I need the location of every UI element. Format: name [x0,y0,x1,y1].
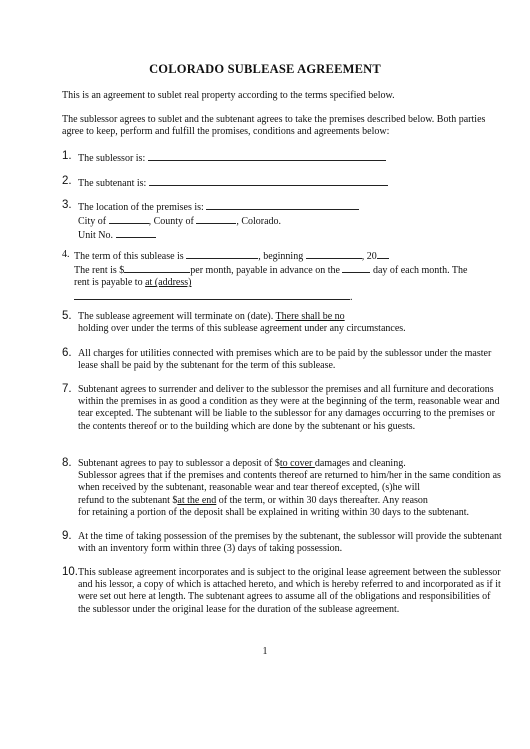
surrender-text: Subtenant agrees to surrender and deliver to the sublessor the premises and all furniture and decorations within the premises in as good a condition as they were at the beginning of the term, reasonable wear and tear excepted. The subtenant will be liable to the sublessor for any damages occurring to the premises or the contents thereof or to the building which are done by the subtenant or his guests. [78,384,500,432]
state-label: , Colorado. [236,216,282,228]
rent-label: The rent is $ [74,265,125,277]
parties-paragraph: The sublessor agrees to sublet and the subtenant agrees to take the premises described below. Both parties agree to keep, perform and fulfill the promises, conditions and agreements below: [62,114,486,138]
year-field[interactable] [377,249,389,259]
page-number: 1 [262,646,268,657]
document-title: COLORADO SUBLEASE AGREEMENT [149,62,381,76]
rent-day-text: day of each month. The [372,265,468,277]
refund-term-text: of the term, or within 30 days thereafter. Any reason [216,494,428,506]
clause-number: 5. [62,310,72,322]
rent-frequency-text: per month, payable in advance on the [190,265,340,277]
county-label: , County of [148,216,194,228]
location-label: The location of the premises is: [78,202,204,213]
city-label: City of [78,216,107,228]
holdover-text-2: holding over under the terms of this sublease agreement under any circumstances. [78,323,406,335]
clause-number: 1. [62,150,72,162]
year-label: , 20 [361,251,377,262]
retention-text: for retaining a portion of the deposit shall be explained in writing within 30 days to the subtenant. [78,506,470,518]
clause-utilities [62,348,502,372]
inventory-text: At the time of taking possession of the premises by the subtenant, the sublessor will provide the subtenant with an inventory form within three (3) days of taking possession. [78,531,502,555]
rent-amount-field[interactable] [124,263,190,273]
deposit-purpose-text: damages and cleaning. [314,458,406,469]
sublessor-label: The sublessor is: [78,153,146,164]
unit-label: Unit No. [78,230,113,242]
refund-amount-field[interactable]: at the end [177,494,217,506]
clause-term-rent: 4. The term of this sublease is , beginning , 20 The rent is $ per month, payable in advance on the day of each month. The rent is payable to at (address) . [62,249,468,303]
payable-address-field[interactable]: at (address) [145,277,192,289]
beginning-label: , beginning [258,251,304,262]
clause-deposit [62,458,502,519]
payable-label: rent is payable to [74,277,143,289]
clause-number: 10. [62,566,78,578]
clause-number: 3. [62,199,72,211]
begin-date-field[interactable] [306,249,362,259]
city-field[interactable] [109,214,149,224]
clause-original-lease [62,567,502,616]
refund-condition-text: Sublessor agrees that if the premises and contents thereof are returned to him/her in the same condition as when received by the subtenant, reasonable wear and tear thereof excepted, (s)he will [78,470,501,494]
clause-sublessor [62,151,502,165]
termination-text: The sublease agreement will terminate on (date). [78,311,274,322]
term-length-field[interactable] [186,249,258,259]
original-lease-text: This sublease agreement incorporates and is subject to the original lease agreement between the sublessor and his lessor, a copy of which is attached hereto, and which is hereby referred to and incorporated as if it were set out here at length. The subtenant agrees to assume all of the obligations and responsibilities of the sublessor under the original lease for the duration of the sublease agreement. [78,567,501,615]
clause-surrender [62,384,502,433]
clause-inventory [62,531,502,555]
subtenant-name-field[interactable] [149,176,388,186]
holdover-text: There shall be no [275,311,345,322]
clause-number: 6. [62,347,72,359]
clause-number: 4. [62,249,70,260]
utilities-text: All charges for utilities connected with premises which are to be paid by the sublessor under the master lease shall be paid by the subtenant for the term of this sublease. [78,348,492,372]
clause-location [62,200,502,243]
sublessor-name-field[interactable] [148,151,386,161]
rent-day-field[interactable] [342,263,370,273]
county-field[interactable] [196,214,236,224]
clause-number: 2. [62,175,72,187]
deposit-amount-field[interactable]: to cover [279,458,315,469]
payable-address-line2[interactable] [74,290,350,300]
subtenant-label: The subtenant is: [78,178,147,189]
premises-location-field[interactable] [206,200,359,210]
unit-number-field[interactable] [116,228,156,238]
refund-text: refund to the subtenant $ [78,494,178,506]
clause-termination [62,311,502,335]
clause-subtenant [62,176,502,190]
clause-number: 9. [62,530,72,542]
deposit-text: Subtenant agrees to pay to sublessor a deposit of $ [78,458,280,469]
intro-paragraph: This is an agreement to sublet real property according to the terms specified below. [62,90,395,101]
clause-number: 7. [62,383,72,395]
term-label: The term of this sublease is [74,251,184,262]
clause-number: 8. [62,457,72,469]
